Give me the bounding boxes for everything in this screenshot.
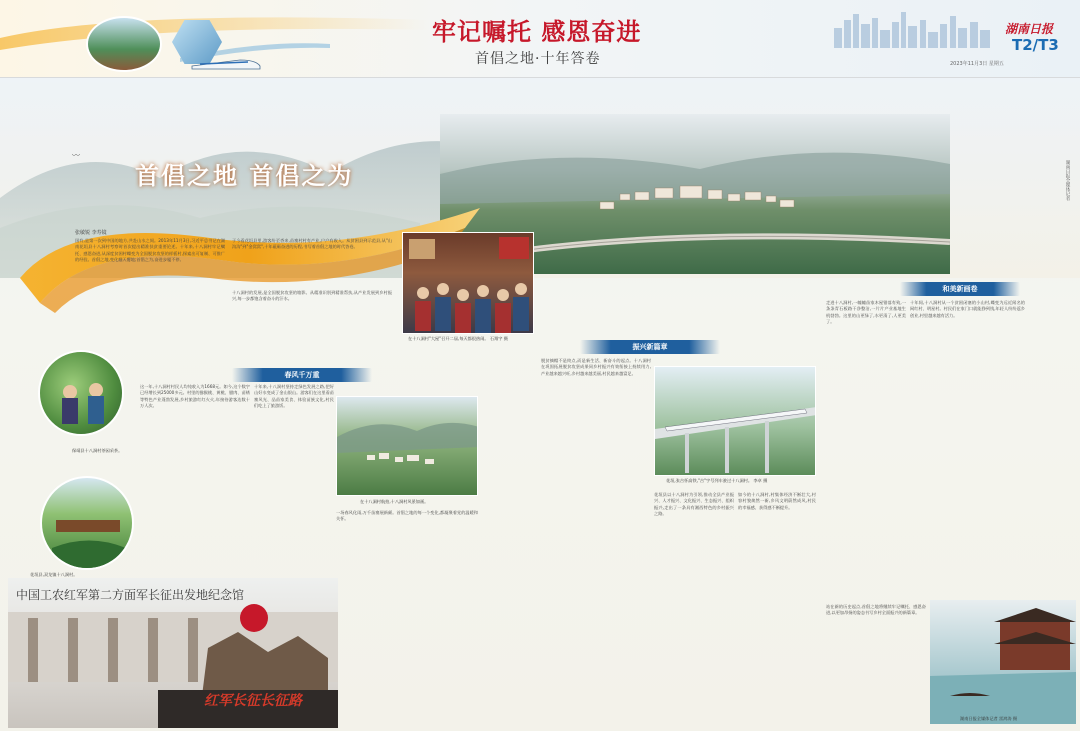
- bottom-right-caption: 湖南日报全媒体记者 雷鸿涛 摄: [960, 716, 1018, 721]
- spring-text-1-body: 这一年,十八洞村村民人均纯收入为1668元。如今,这个数字已经增长到25000多元。村里的猕猴桃、黄桃、腊肉、苗绣等特色产业蓬勃发展,乡村旅游红红火火,年接待游客达数十万人次。: [140, 384, 250, 409]
- rail-photo-caption: 花垣,张吉怀高铁,"吉"字号列车驶过十八洞村。 李卓 摄: [666, 478, 768, 483]
- section-head-harmony: 和美新画卷: [900, 282, 1020, 296]
- page-number: T2/T3: [1012, 36, 1059, 54]
- revival-text-2-body: 花垣县以十八洞村为引领,推动全县产业振兴、人才振兴、文化振兴、生态振兴、组织振兴,走出了一条具有湘西特色的乡村振兴之路。: [654, 492, 734, 517]
- article-byline: 张敏锐 李寿镜: [75, 230, 107, 236]
- village-meeting-photo: [402, 232, 534, 334]
- spring-text-2-body: 十年来,十八洞村坚持走绿色发展之路,把好山好水变成了金山银山。游客们在这里看苗寨风光、品苗家美食、体验苗族文化,村民们吃上了旅游饭。: [254, 384, 334, 409]
- section-head-revival: 振兴新篇章: [580, 340, 720, 354]
- aerial-village-photo: [336, 396, 478, 496]
- article-intro: [75, 238, 225, 336]
- memorial-title-text: 中国工农红军第二方面军长征出发地纪念馆: [16, 588, 245, 602]
- article-body-3-text: 十八洞村的发展,是全国脱贫攻坚的缩影。从精准识别到精准帮扶,从产业发展到乡村振兴,每一步都饱含着奋斗的汗水。: [232, 290, 392, 302]
- side-vertical-credit: 湖南日报全媒体记者: [1065, 160, 1070, 201]
- tea-picking-circle-photo: [38, 350, 124, 436]
- harmony-text-2: [910, 300, 1025, 600]
- river-village-photo: [930, 600, 1076, 724]
- train-icon: [190, 52, 262, 72]
- article-body-1-text: 于今看花垣县里,游客纷至沓来,苗寨村村有产业,户户有收入。从贫困县到示范县,从"山沟沟"到"金窝窝",十年砥砺奋进的历程,书写着首倡之地的时代答卷。: [232, 238, 392, 250]
- revival-text-3: [738, 492, 816, 692]
- article-intro-text: 国有,是第一次到中国的地方,共赴山水之间。2013年11月3日,习近平总书记在湖南花垣县十八洞村考察时首次提出精准扶贫重要论述。十年来,十八洞村牢记嘱托、感恩奋进,从深度贫困村蝶变为全国脱贫攻坚的样板村,探索出可复制、可推广的经验。首倡之地,变化翻天覆地;首倡之为,奋进步履不停。: [75, 238, 225, 263]
- harmony-text-3: [826, 604, 926, 664]
- harmony-text-1: [826, 300, 906, 600]
- aerial-village-caption: 在十八洞村航拍,十八洞村风景如画。: [360, 499, 429, 504]
- harmony-text-3-body: 站在新的历史起点,首倡之地将继续牢记嘱托、感恩奋进,以更加昂扬的姿态书写乡村全面振兴的新篇章。: [826, 604, 926, 616]
- revival-text-3-body: 如今的十八洞村,村集体经济不断壮大,村容村貌焕然一新,乡风文明蔚然成风,村民的幸福感、获得感不断提升。: [738, 492, 816, 510]
- masthead: [0, 0, 1080, 78]
- village-meeting-caption: 在十八洞村"大屋"召开二届,每天都很热闹。 石翔宇 摄: [408, 336, 508, 341]
- spring-text-3: [336, 510, 478, 610]
- top-slogan: 牢记嘱托 感恩奋进: [432, 17, 642, 46]
- harmony-text-2-body: 十年间,十八洞村从一个贫困闭塞的小山村,蝶变为远近闻名的网红村、明星村。村民们在家门口就能挣到钱,年轻人纷纷返乡创业,村里越来越有活力。: [910, 300, 1025, 318]
- left-bottom-caption: 花垣县,双龙镇十八洞村。: [30, 572, 78, 577]
- article-body-3: [232, 290, 392, 334]
- masthead-photo-circle: [86, 16, 162, 72]
- harmony-text-1-body: 走进十八洞村,一幢幢苗家木屋错落有致,一条条青石板路干净整洁,一片片产业基地生机勃勃。这里的山更绿了,水更清了,人更美了。: [826, 300, 906, 325]
- hero-title: 首倡之地 首倡之为: [135, 161, 354, 190]
- spring-text-3-body: 一场春风化雨,万千苗寨展新颜。首倡之地的每一个变化,都凝聚着党的温暖和关怀。: [336, 510, 478, 522]
- tea-garden-circle-photo: [40, 476, 134, 570]
- spring-text-1: [140, 384, 250, 574]
- top-subtitle: 首倡之地·十年答卷: [475, 51, 601, 67]
- section-head-spring: 春风千万重: [232, 368, 372, 382]
- tea-picking-caption: 保靖县十八洞村茶园采茶。: [72, 448, 123, 453]
- revival-text-1: [541, 358, 651, 608]
- high-speed-rail-photo: [654, 366, 816, 476]
- city-skyline: [830, 10, 1000, 48]
- issue-date: 2023年11月3日 星期五: [950, 61, 1004, 67]
- brand-logo: 湖南日报: [1005, 22, 1054, 36]
- bird-icon: 〰: [72, 151, 80, 160]
- red-slogan-text: 红军长征长征路: [204, 693, 302, 709]
- spring-text-2: [254, 384, 334, 574]
- revival-text-1-body: 脱贫摘帽不是终点,而是新生活、新奋斗的起点。十八洞村在巩固拓展脱贫攻坚成果同乡村振兴有效衔接上持续用力,产业越来越兴旺,乡村越来越美丽,村民越来越富足。: [541, 358, 651, 376]
- revival-text-2: [654, 492, 734, 692]
- memorial-photo: [8, 578, 338, 728]
